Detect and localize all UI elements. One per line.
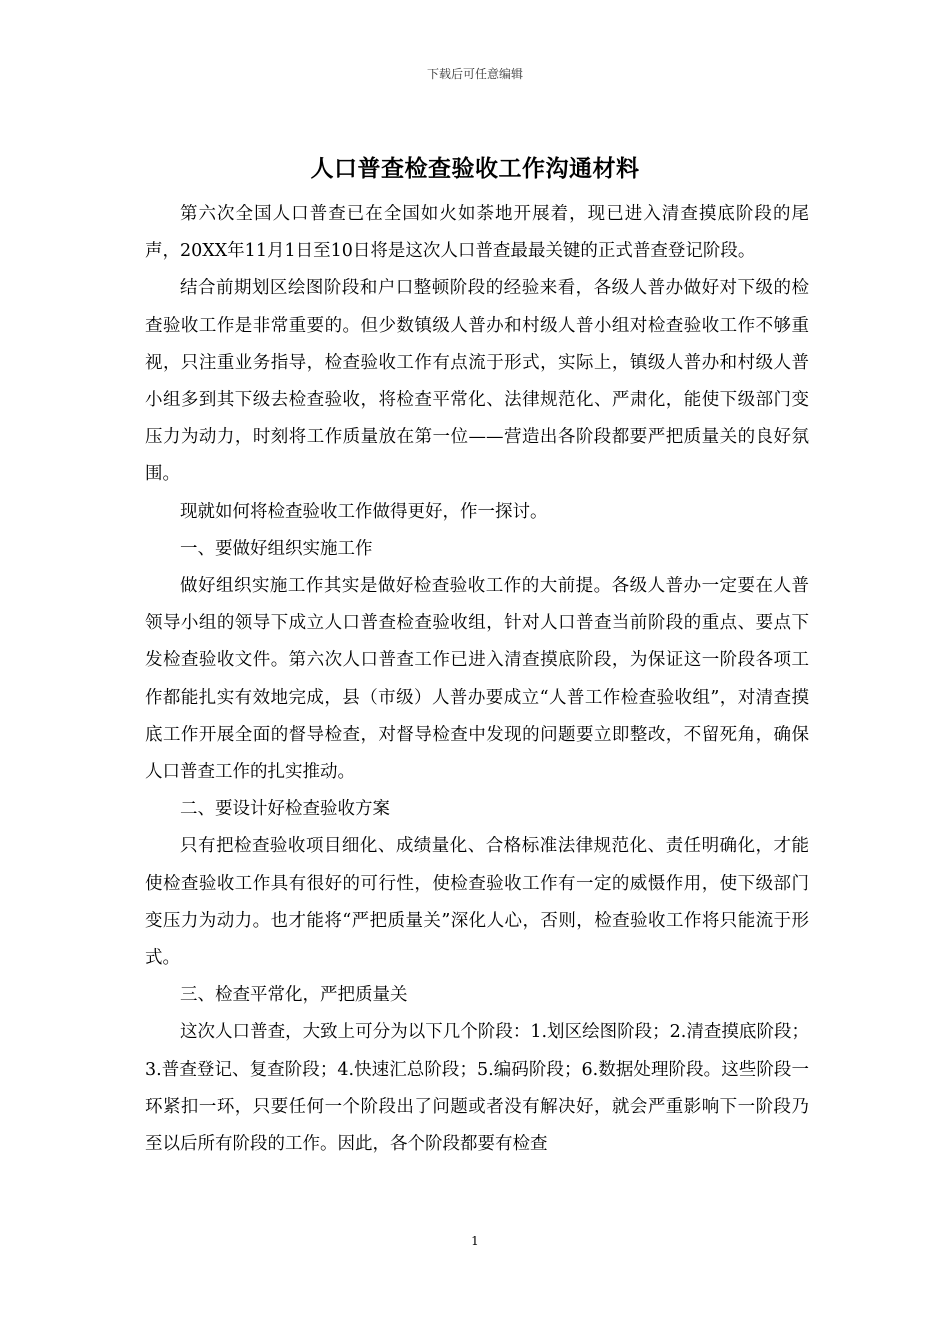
- page-header-note: 下载后可任意编辑: [426, 67, 523, 81]
- section-heading-2: 二、要设计好检查验收方案: [180, 799, 390, 820]
- paragraph-background: 结合前期划区绘图阶段和户口整顿阶段的经验来看，各级人普办做好对下级的检查验收工作是非常重要的。但少数镇级人普办和村级人普小组对检查验收工作不够重视，只注重业务指导，检查验收工作有点流于形式，实际上，镇级人普办和村级人普小组多到其下级去检查验收，将检查平常化、法律规范化、严肃化，能使下级部门变压力为动力，时刻将工作质量放在第一位——营造出各阶段都要严把质量关的良好氛围。: [145, 278, 809, 485]
- paragraph-discussion-lead: 现就如何将检查验收工作做得更好，作一探讨。: [180, 501, 548, 522]
- page-number: 1: [471, 1234, 479, 1248]
- document-body: [145, 196, 809, 1163]
- paragraph-section-3: 这次人口普查，大致上可分为以下几个阶段：1.划区绘图阶段；2.清查摸底阶段；3.普查登记、复查阶段；4.快速汇总阶段；5.编码阶段；6.数据处理阶段。这些阶段一环紧扣一环，只要任何一个阶段出了问题或者没有解决好，就会严重影响下一阶段乃至以后所有阶段的工作。因此，各个阶段都要有检查: [145, 1022, 809, 1155]
- section-heading-3: 三、检查平常化，严把质量关: [180, 985, 408, 1006]
- paragraph-section-2: 只有把检查验收项目细化、成绩量化、合格标准法律规范化、责任明确化，才能使检查验收工作具有很好的可行性，使检查验收工作有一定的威慑作用，使下级部门变压力为动力。也才能将“严把质量关”深化人心，否则，检查验收工作将只能流于形式。: [145, 836, 809, 969]
- paragraph-intro: 第六次全国人口普查已在全国如火如荼地开展着，现已进入清查摸底阶段的尾声，20XX年11月1日至10日将是这次人口普查最最关键的正式普查登记阶段。: [145, 204, 809, 262]
- section-heading-1: 一、要做好组织实施工作: [180, 538, 373, 559]
- document-title: 人口普查检查验收工作沟通材料: [310, 155, 640, 182]
- paragraph-section-1: 做好组织实施工作其实是做好检查验收工作的大前提。各级人普办一定要在人普领导小组的领导下成立人口普查检查验收组，针对人口普查当前阶段的重点、要点下发检查验收文件。第六次人口普查工作已进入清查摸底阶段，为保证这一阶段各项工作都能扎实有效地完成，县（市级）人普办要成立“人普工作检查验收组”，对清查摸底工作开展全面的督导检查，对督导检查中发现的问题要立即整改，不留死角，确保人口普查工作的扎实推动。: [145, 576, 809, 783]
